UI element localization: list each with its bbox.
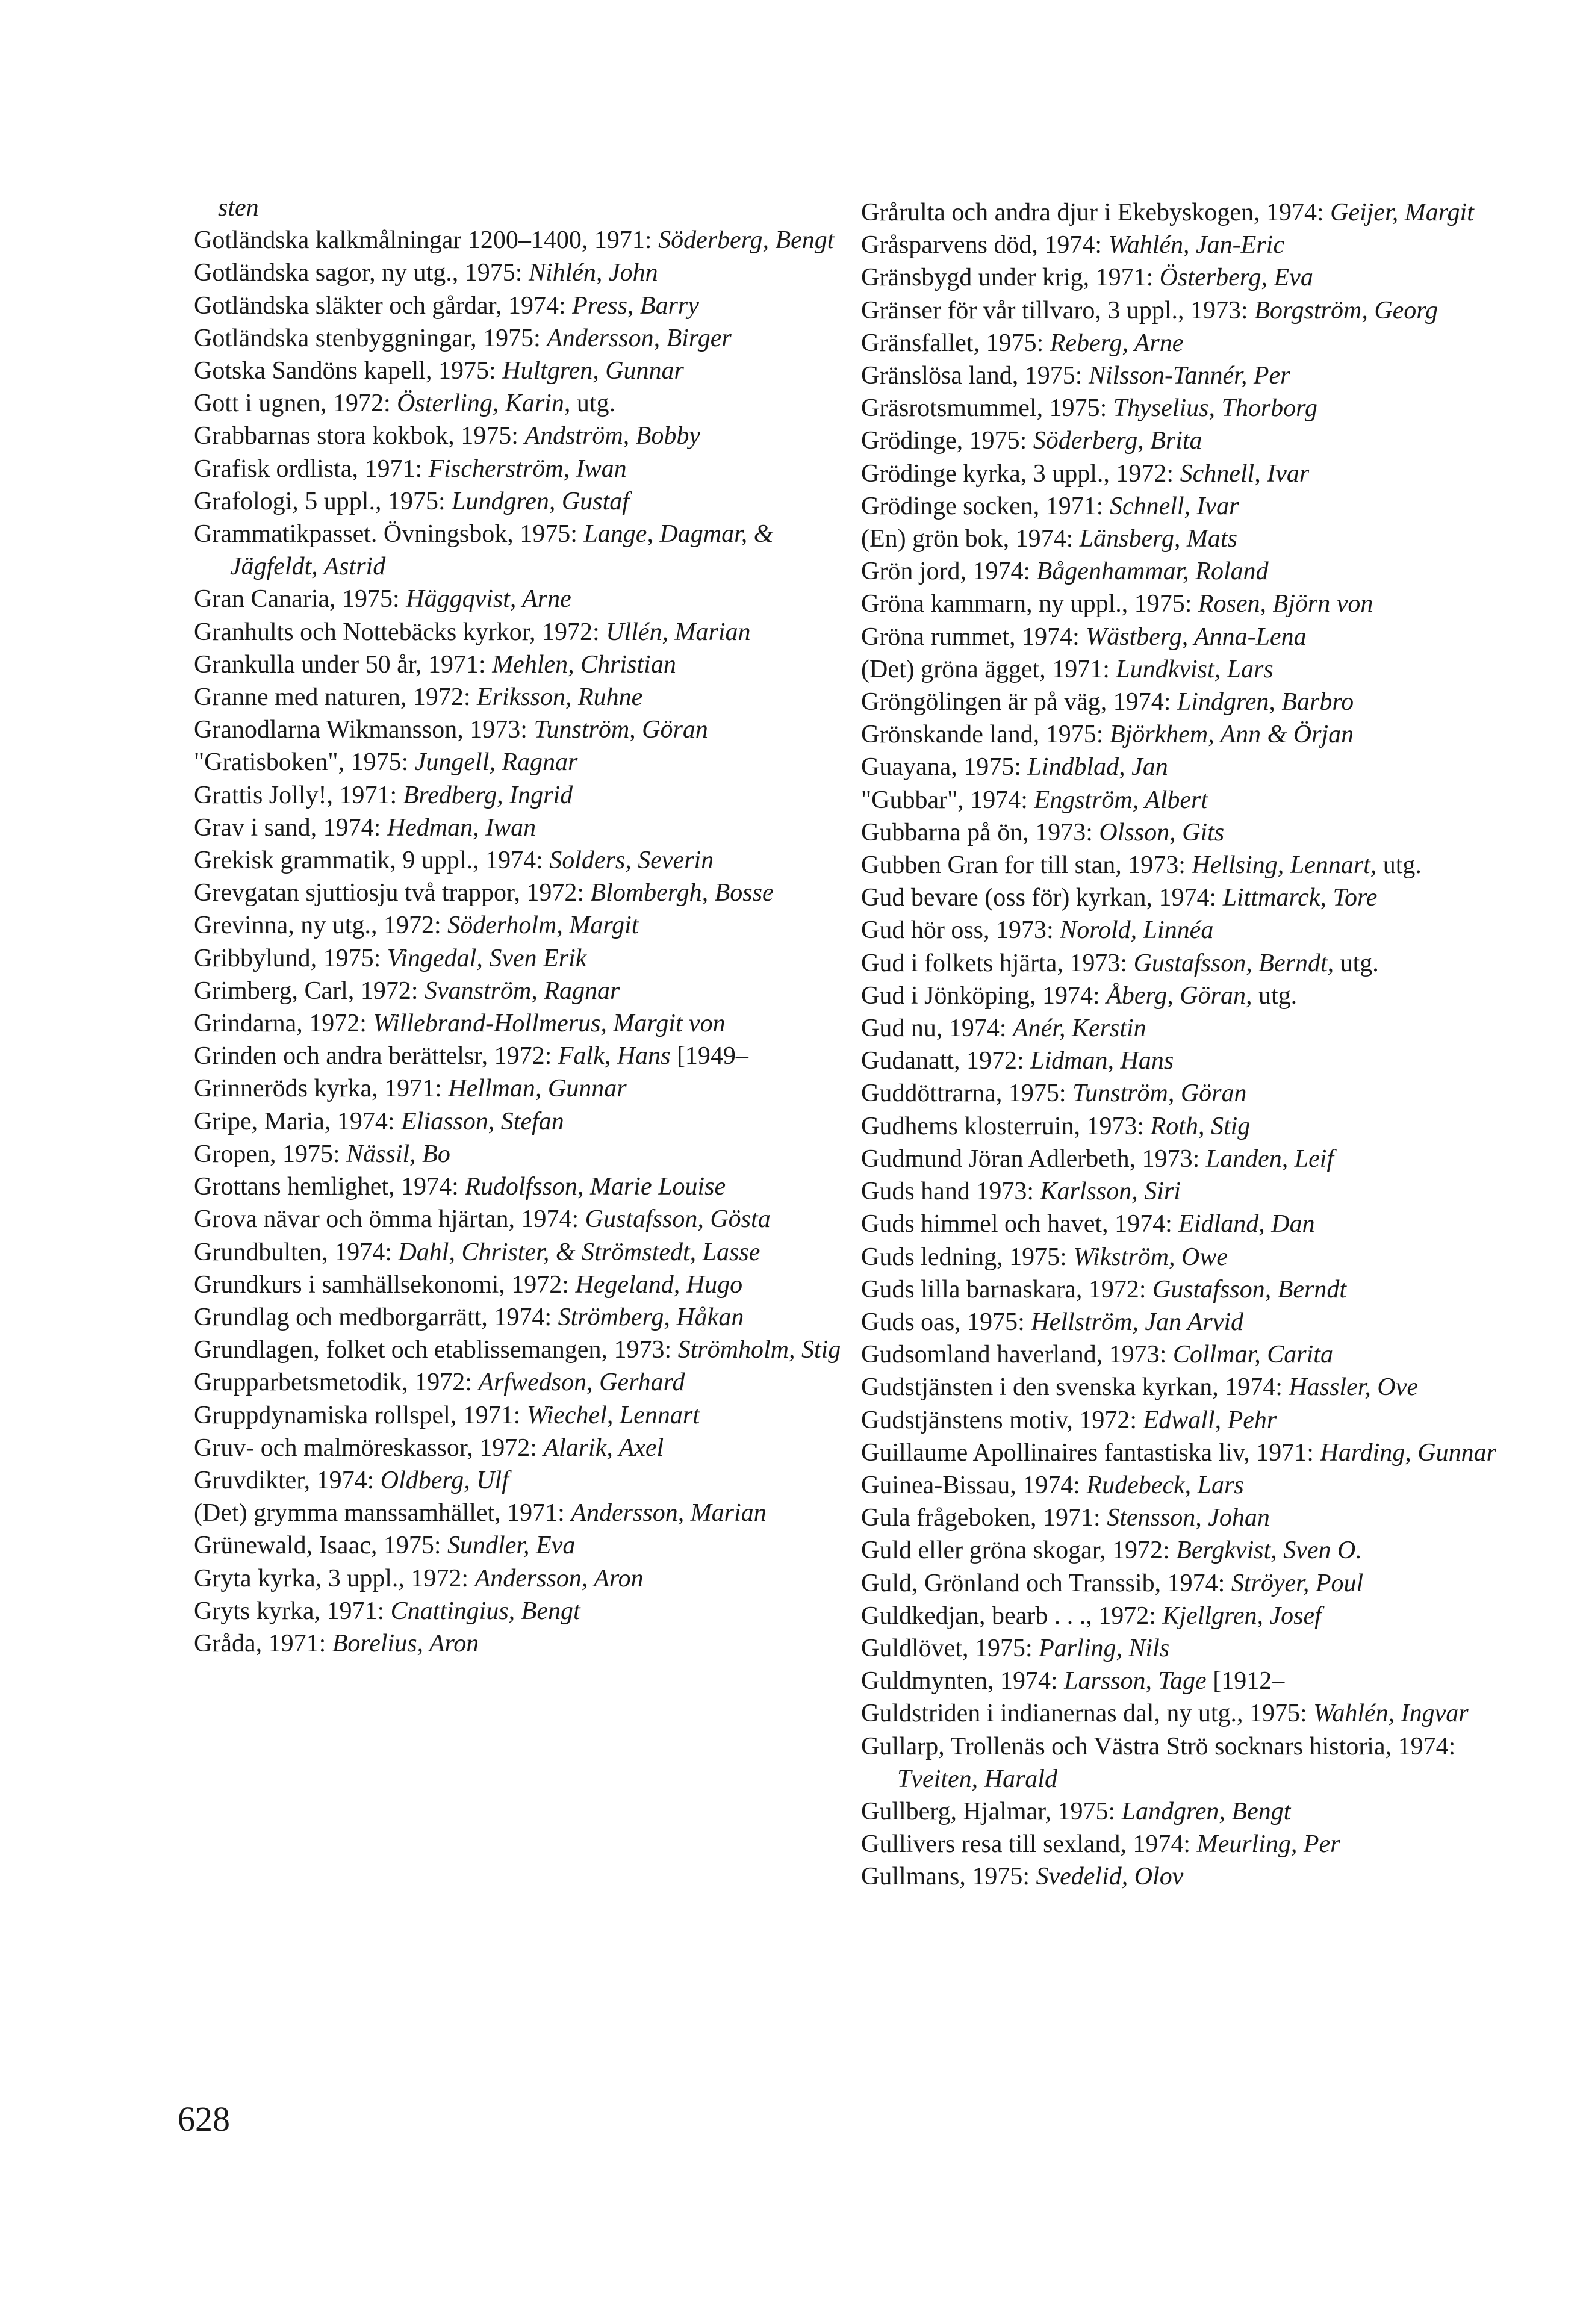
index-entry — [194, 1072, 862, 1105]
index-entry — [861, 359, 1529, 392]
entry-author: Gustafsson, Berndt, — [1133, 949, 1334, 977]
entry-author: Solders, Severin — [549, 847, 714, 875]
entry-author: Hellsing, Lennart, — [1192, 851, 1377, 880]
entry-suffix: utg. — [1334, 949, 1379, 977]
entry-author: Karlsson, Siri — [1040, 1178, 1181, 1206]
entry-author: Meurling, Per — [1196, 1830, 1340, 1859]
entry-author: Söderholm, Margit — [447, 912, 639, 940]
entry-title: Grattis Jolly!, 1971: — [194, 781, 403, 809]
entry-author: Dahl, Christer, & Strömstedt, Lasse — [398, 1238, 760, 1266]
index-entry — [861, 1175, 1529, 1208]
index-entry — [194, 1334, 862, 1366]
entry-title: Gråda, 1971: — [194, 1629, 332, 1658]
entry-author: Lange, Dagmar, & Jägfeldt, Astrid — [230, 520, 774, 581]
entry-author: Engström, Albert — [1034, 786, 1208, 814]
index-entry — [861, 1404, 1529, 1437]
entry-author: Arfwedson, Gerhard — [478, 1369, 685, 1397]
entry-author: Harding, Gunnar — [1320, 1438, 1496, 1467]
entry-author: Bågenhammar, Roland — [1036, 558, 1269, 586]
index-entry — [861, 1273, 1529, 1306]
entry-author: Andersson, Aron — [474, 1564, 644, 1592]
entry-author: Lindgren, Barbro — [1177, 688, 1354, 716]
entry-author: Norold, Linnéa — [1060, 916, 1214, 945]
entry-title: Gryts kyrka, 1971: — [194, 1597, 391, 1625]
index-entry — [861, 1730, 1529, 1795]
entry-author: Nässil, Bo — [346, 1140, 450, 1168]
entry-author: Andström, Bobby — [524, 422, 701, 450]
index-entry — [194, 975, 862, 1007]
index-entry — [194, 1269, 862, 1301]
entry-author: Bergkvist, Sven O. — [1176, 1536, 1362, 1565]
entry-title: Grönskande land, 1975: — [861, 721, 1110, 749]
index-entry — [861, 588, 1529, 620]
entry-title: Gripe, Maria, 1974: — [194, 1107, 402, 1136]
index-entry — [861, 458, 1529, 490]
index-entry — [194, 1399, 862, 1432]
entry-title: Gropen, 1975: — [194, 1140, 347, 1168]
entry-author: Rudebeck, Lars — [1086, 1471, 1244, 1499]
index-entry — [194, 518, 862, 583]
entry-author: Lidman, Hans — [1030, 1047, 1174, 1075]
index-entry — [194, 1366, 862, 1399]
entry-author: Vingedal, Sven Erik — [387, 944, 587, 972]
entry-author: Hellman, Gunnar — [448, 1075, 627, 1103]
entry-title: Gud i folkets hjärta, 1973: — [861, 949, 1134, 977]
entry-author: Hegeland, Hugo — [575, 1270, 743, 1299]
index-entry — [194, 844, 862, 877]
entry-title: Grupparbetsmetodik, 1972: — [194, 1369, 479, 1397]
entry-title: Gula frågeboken, 1971: — [861, 1504, 1107, 1532]
index-entry — [861, 914, 1529, 946]
index-entry — [194, 877, 862, 909]
index-entry — [861, 686, 1529, 718]
index-entry — [861, 229, 1529, 261]
entry-title: Grårulta och andra djur i Ekebyskogen, 1974: — [861, 199, 1331, 226]
index-entry — [194, 779, 862, 812]
index-entry — [194, 616, 862, 648]
entry-title: Gröna rummet, 1974: — [861, 623, 1086, 651]
entry-author: Sundler, Eva — [447, 1532, 576, 1560]
entry-author: Wästberg, Anna-Lena — [1086, 623, 1307, 651]
entry-title: Gullivers resa till sexland, 1974: — [861, 1830, 1197, 1859]
entry-author: Larsson, Tage — [1064, 1667, 1207, 1695]
entry-title: Gröna kammarn, ny uppl., 1975: — [861, 590, 1198, 618]
entry-author: Österling, Karin, — [397, 390, 571, 418]
index-entry — [861, 947, 1529, 980]
entry-author: Lundgren, Gustaf — [452, 487, 629, 515]
entry-author: Oldberg, Ulf — [380, 1466, 509, 1494]
index-entry — [861, 196, 1529, 229]
entry-title: Gråsparvens död, 1974: — [861, 231, 1109, 259]
index-entry — [861, 1208, 1529, 1240]
entry-author: Österberg, Eva — [1159, 264, 1313, 292]
entry-author: Parling, Nils — [1039, 1634, 1170, 1662]
index-entry — [194, 1562, 862, 1595]
entry-author: Reberg, Arne — [1050, 329, 1184, 357]
index-entry — [194, 909, 862, 942]
entry-title: Gribbylund, 1975: — [194, 944, 387, 972]
entry-author: Alarik, Axel — [543, 1434, 664, 1462]
index-entry — [194, 1595, 862, 1627]
entry-title: Guds hand 1973: — [861, 1178, 1040, 1206]
entry-author: Häggqvist, Arne — [406, 585, 571, 614]
entry-author: Nihlén, John — [528, 259, 658, 287]
index-entry — [861, 816, 1529, 849]
entry-title: Gudhems klosterruin, 1973: — [861, 1112, 1151, 1140]
entry-title: Gudanatt, 1972: — [861, 1047, 1031, 1075]
index-entry — [194, 1464, 862, 1497]
entry-author: Svanström, Ragnar — [425, 977, 620, 1005]
entry-suffix: utg. — [1252, 981, 1298, 1010]
entry-title: Grimberg, Carl, 1972: — [194, 977, 425, 1005]
index-entry — [861, 1828, 1529, 1860]
entry-title: Gullarp, Trollenäs och Västra Strö socknars historia, 1974: — [861, 1732, 1456, 1760]
entry-title: Gud nu, 1974: — [861, 1014, 1013, 1043]
entry-title: Grödinge socken, 1971: — [861, 492, 1110, 520]
entry-author: Hellström, Jan Arvid — [1031, 1308, 1244, 1336]
entry-author: Bredberg, Ingrid — [403, 781, 573, 809]
entry-title: Grödinge, 1975: — [861, 427, 1033, 455]
entry-title: Grinden och andra berättelsr, 1972: — [194, 1042, 558, 1070]
index-entry — [861, 1697, 1529, 1730]
entry-title: (En) grön bok, 1974: — [861, 525, 1080, 553]
entry-title: Grindarna, 1972: — [194, 1010, 373, 1038]
entry-title: Guds oas, 1975: — [861, 1308, 1031, 1336]
index-entry — [194, 485, 862, 518]
entry-title: Grundkurs i samhällsekonomi, 1972: — [194, 1270, 576, 1299]
entry-title: Granodlarna Wikmansson, 1973: — [194, 716, 534, 744]
entry-title: Grafisk ordlista, 1971: — [194, 455, 429, 483]
index-entry — [194, 812, 862, 844]
entry-title: Gott i ugnen, 1972: — [194, 390, 397, 418]
entry-author: Strömholm, Stig — [677, 1336, 841, 1364]
entry-title: Guldmynten, 1974: — [861, 1667, 1065, 1695]
index-entry — [861, 653, 1529, 686]
entry-title: Grekisk grammatik, 9 uppl., 1974: — [194, 847, 550, 875]
entry-title: Gubbarna på ön, 1973: — [861, 818, 1099, 847]
entry-author: Lundkvist, Lars — [1116, 655, 1274, 683]
index-entry — [194, 1497, 862, 1529]
index-entry — [861, 1306, 1529, 1338]
entry-author: Schnell, Ivar — [1109, 492, 1239, 520]
entry-author: Andersson, Marian — [571, 1499, 767, 1527]
entry-title: Gudstjänstens motiv, 1972: — [861, 1406, 1143, 1434]
index-column-left — [194, 191, 862, 1660]
entry-author: Cnattingius, Bengt — [390, 1597, 580, 1625]
page-number: 628 — [178, 2099, 230, 2139]
index-entry — [861, 751, 1529, 783]
entry-title: Guld, Grönland och Transsib, 1974: — [861, 1569, 1231, 1597]
entry-title: Grödinge kyrka, 3 uppl., 1972: — [861, 459, 1180, 488]
index-entry — [861, 1012, 1529, 1045]
entry-author: Tunström, Göran — [1072, 1080, 1247, 1108]
entry-author: Björkhem, Ann & Örjan — [1109, 721, 1354, 749]
entry-author: Edwall, Pehr — [1143, 1406, 1277, 1434]
index-entry — [194, 1105, 862, 1138]
entry-suffix: utg. — [1376, 851, 1422, 880]
entry-author: Wikström, Owe — [1073, 1243, 1228, 1271]
entry-author: Anér, Kerstin — [1013, 1014, 1146, 1043]
entry-title: Guldlövet, 1975: — [861, 1634, 1039, 1662]
entry-title: Gruv- och malmöreskassor, 1972: — [194, 1434, 544, 1462]
index-entry — [194, 224, 862, 256]
entry-title: Guillaume Apollinaires fantastiska liv, 1971: — [861, 1438, 1320, 1467]
index-entry — [861, 1632, 1529, 1665]
entry-title: Gran Canaria, 1975: — [194, 585, 406, 614]
entry-author: Eliasson, Stefan — [401, 1107, 564, 1136]
entry-title: "Gubbar", 1974: — [861, 786, 1034, 814]
entry-author: Willebrand-Hollmerus, Margit von — [373, 1010, 726, 1038]
entry-title: Gotska Sandöns kapell, 1975: — [194, 357, 503, 385]
entry-author: Borgström, Georg — [1254, 296, 1438, 325]
index-entry — [194, 322, 862, 355]
index-entry — [194, 942, 862, 975]
index-entry — [194, 1007, 862, 1040]
index-entry — [194, 746, 862, 778]
index-entry — [861, 555, 1529, 588]
entry-title: Gullberg, Hjalmar, 1975: — [861, 1797, 1122, 1825]
entry-author: Littmarck, Tore — [1222, 884, 1378, 912]
entry-author: Rosen, Björn von — [1198, 590, 1373, 618]
entry-title: Gud bevare (oss för) kyrkan, 1974: — [861, 884, 1223, 912]
index-entry — [861, 1437, 1529, 1469]
index-entry — [861, 1567, 1529, 1600]
entry-author: Olsson, Gits — [1099, 818, 1225, 847]
entry-title: Gruvdikter, 1974: — [194, 1466, 381, 1494]
entry-title: Granhults och Nottebäcks kyrkor, 1972: — [194, 618, 606, 646]
entry-title: Guds lilla barnaskara, 1972: — [861, 1275, 1153, 1303]
entry-title: Guds himmel och havet, 1974: — [861, 1210, 1179, 1238]
entry-title: Grünewald, Isaac, 1975: — [194, 1532, 448, 1560]
entry-title: Gräsrotsmummel, 1975: — [861, 394, 1113, 423]
index-entry — [194, 1236, 862, 1269]
index-entry — [861, 327, 1529, 359]
entry-title: Grundlag och medborgarrätt, 1974: — [194, 1303, 558, 1331]
entry-author: Jungell, Ragnar — [414, 748, 578, 777]
index-entry — [861, 523, 1529, 555]
index-entry — [194, 453, 862, 485]
entry-author: Andersson, Birger — [547, 324, 732, 352]
entry-title: Gruppdynamiska rollspel, 1971: — [194, 1401, 527, 1429]
index-entry — [194, 387, 862, 420]
entry-title: Guldkedjan, bearb . . ., 1972: — [861, 1602, 1163, 1630]
entry-author: Ströyer, Poul — [1231, 1569, 1364, 1597]
entry-title: Grinneröds kyrka, 1971: — [194, 1075, 449, 1103]
entry-author: Lindblad, Jan — [1027, 753, 1168, 781]
entry-author: Eriksson, Ruhne — [477, 683, 643, 712]
entry-title: Grammatikpasset. Övningsbok, 1975: — [194, 520, 584, 548]
entry-title: Grafologi, 5 uppl., 1975: — [194, 487, 452, 515]
entry-title: Gröngölingen är på väg, 1974: — [861, 688, 1177, 716]
entry-author: Roth, Stig — [1150, 1112, 1251, 1140]
entry-title: Grön jord, 1974: — [861, 558, 1037, 586]
index-entry — [194, 583, 862, 615]
entry-title: Grevgatan sjuttiosju två trappor, 1972: — [194, 879, 591, 907]
index-entry — [861, 1077, 1529, 1110]
entry-title: Grabbarnas stora kokbok, 1975: — [194, 422, 525, 450]
index-entry — [194, 290, 862, 322]
entry-title: Gränsbygd under krig, 1971: — [861, 264, 1160, 292]
entry-author: Tunström, Göran — [533, 716, 708, 744]
index-entry — [194, 713, 862, 746]
index-column-right — [861, 196, 1529, 1894]
entry-author: Hultgren, Gunnar — [502, 357, 684, 385]
index-entry — [861, 294, 1529, 327]
entry-author: Söderberg, Bengt — [658, 226, 835, 255]
entry-author: Svedelid, Olov — [1036, 1863, 1184, 1891]
entry-title: Gotländska släkter och gårdar, 1974: — [194, 291, 573, 320]
index-entry — [194, 1170, 862, 1203]
entry-author: Schnell, Ivar — [1180, 459, 1310, 488]
index-entry — [194, 1432, 862, 1464]
entry-author: Collmar, Carita — [1172, 1341, 1333, 1369]
entry-author: Geijer, Margit — [1330, 199, 1474, 226]
index-entry — [861, 1143, 1529, 1175]
entry-title: Gubben Gran for till stan, 1973: — [861, 851, 1192, 880]
entry-title: Gränser för vår tillvaro, 3 uppl., 1973: — [861, 296, 1255, 325]
entry-suffix: [1912– — [1206, 1667, 1285, 1695]
index-entry — [861, 1600, 1529, 1632]
entry-author: Gustafsson, Gösta — [585, 1205, 771, 1234]
index-entry — [194, 1301, 862, 1334]
index-entry — [861, 1665, 1529, 1697]
entry-title: Grova nävar och ömma hjärtan, 1974: — [194, 1205, 585, 1234]
entry-author: Hassler, Ove — [1289, 1373, 1419, 1402]
entry-title: Grundlagen, folket och etablissemangen, 1973: — [194, 1336, 678, 1364]
entry-title: Gotländska sagor, ny utg., 1975: — [194, 259, 529, 287]
entry-author: Hedman, Iwan — [387, 813, 536, 842]
index-entry — [861, 1795, 1529, 1828]
entry-author: Thyselius, Thorborg — [1113, 394, 1317, 423]
entry-author: Landen, Leif — [1205, 1145, 1334, 1173]
entry-author: Fischerström, Iwan — [428, 455, 627, 483]
entry-title: Gränslösa land, 1975: — [861, 362, 1089, 390]
entry-author: Länsberg, Mats — [1079, 525, 1237, 553]
entry-title: Granne med naturen, 1972: — [194, 683, 477, 712]
entry-title: Grottans hemlighet, 1974: — [194, 1173, 465, 1201]
entry-suffix: utg. — [570, 390, 616, 418]
index-entry — [861, 392, 1529, 424]
index-entry — [194, 1203, 862, 1235]
index-entry — [861, 1860, 1529, 1893]
index-entry — [194, 420, 862, 452]
index-entry — [861, 881, 1529, 914]
index-entry — [861, 1371, 1529, 1403]
index-entry — [861, 980, 1529, 1012]
entry-title: (Det) gröna ägget, 1971: — [861, 655, 1116, 683]
index-entry — [194, 1040, 862, 1072]
index-entry — [194, 1138, 862, 1170]
entry-title: Guayana, 1975: — [861, 753, 1028, 781]
index-entry — [194, 256, 862, 289]
entry-title: Guld eller gröna skogar, 1972: — [861, 1536, 1177, 1565]
entry-author: Ullén, Marian — [606, 618, 751, 646]
entry-title: Gud i Jönköping, 1974: — [861, 981, 1107, 1010]
entry-title: Guddöttrarna, 1975: — [861, 1080, 1073, 1108]
index-entry — [861, 621, 1529, 653]
index-entry — [194, 1529, 862, 1562]
entry-author: Mehlen, Christian — [492, 650, 676, 679]
entry-author: Falk, Hans — [558, 1042, 671, 1070]
entry-title: Grav i sand, 1974: — [194, 813, 387, 842]
entry-author: Tveiten, Harald — [897, 1765, 1057, 1793]
entry-title: Gudmund Jöran Adlerbeth, 1973: — [861, 1145, 1206, 1173]
index-entry — [861, 261, 1529, 294]
entry-author: Blombergh, Bosse — [590, 879, 774, 907]
entry-author: Gustafsson, Berndt — [1152, 1275, 1347, 1303]
index-entry — [861, 784, 1529, 816]
index-entry — [194, 648, 862, 681]
entry-author: Kjellgren, Josef — [1162, 1602, 1322, 1630]
entry-author: Nilsson-Tannér, Per — [1088, 362, 1290, 390]
entry-title: Guldstriden i indianernas dal, ny utg., 1975: — [861, 1700, 1314, 1728]
entry-suffix: [1949– — [670, 1042, 748, 1070]
index-entry — [861, 1045, 1529, 1077]
entry-author: Landgren, Bengt — [1121, 1797, 1291, 1825]
entry-title: Guds ledning, 1975: — [861, 1243, 1074, 1271]
entry-author: Eidland, Dan — [1178, 1210, 1315, 1238]
entry-title: Gullmans, 1975: — [861, 1863, 1036, 1891]
entry-author: Wahlén, Ingvar — [1313, 1700, 1469, 1728]
entry-title: Grankulla under 50 år, 1971: — [194, 650, 493, 679]
index-entry — [861, 1502, 1529, 1534]
entry-author: Borelius, Aron — [332, 1629, 479, 1658]
index-entry — [194, 355, 862, 387]
entry-title: (Det) grymma manssamhället, 1971: — [194, 1499, 571, 1527]
entry-title: Grevinna, ny utg., 1972: — [194, 912, 448, 940]
entry-author: Wiechel, Lennart — [526, 1401, 700, 1429]
entry-author: Stensson, Johan — [1107, 1504, 1270, 1532]
index-entry — [861, 490, 1529, 523]
entry-title: Gud hör oss, 1973: — [861, 916, 1060, 945]
entry-title: Gudstjänsten i den svenska kyrkan, 1974: — [861, 1373, 1289, 1402]
entry-author: sten — [218, 194, 259, 222]
entry-author: Åberg, Göran, — [1106, 981, 1252, 1010]
entry-author: Press, Barry — [572, 291, 699, 320]
entry-title: Gryta kyrka, 3 uppl., 1972: — [194, 1564, 475, 1592]
entry-title: Grundbulten, 1974: — [194, 1238, 399, 1266]
entry-author: Söderberg, Brita — [1033, 427, 1202, 455]
index-entry — [861, 718, 1529, 751]
entry-title: Guinea-Bissau, 1974: — [861, 1471, 1087, 1499]
index-entry — [194, 191, 862, 224]
index-entry — [194, 681, 862, 713]
entry-author: Rudolfsson, Marie Louise — [465, 1173, 726, 1201]
index-entry — [861, 1469, 1529, 1502]
entry-title: Gotländska kalkmålningar 1200–1400, 1971: — [194, 226, 659, 255]
entry-title: Gudsomland haverland, 1973: — [861, 1341, 1173, 1369]
index-entry — [861, 849, 1529, 881]
index-entry — [194, 1627, 862, 1660]
index-entry — [861, 1534, 1529, 1567]
entry-title: "Gratisboken", 1975: — [194, 748, 415, 777]
entry-author: Strömberg, Håkan — [558, 1303, 744, 1331]
entry-title: Gränsfallet, 1975: — [861, 329, 1050, 357]
index-entry — [861, 1241, 1529, 1273]
index-entry — [861, 424, 1529, 457]
entry-author: Wahlén, Jan-Eric — [1108, 231, 1284, 259]
entry-title: Gotländska stenbyggningar, 1975: — [194, 324, 547, 352]
index-entry — [861, 1338, 1529, 1371]
index-entry — [861, 1110, 1529, 1143]
